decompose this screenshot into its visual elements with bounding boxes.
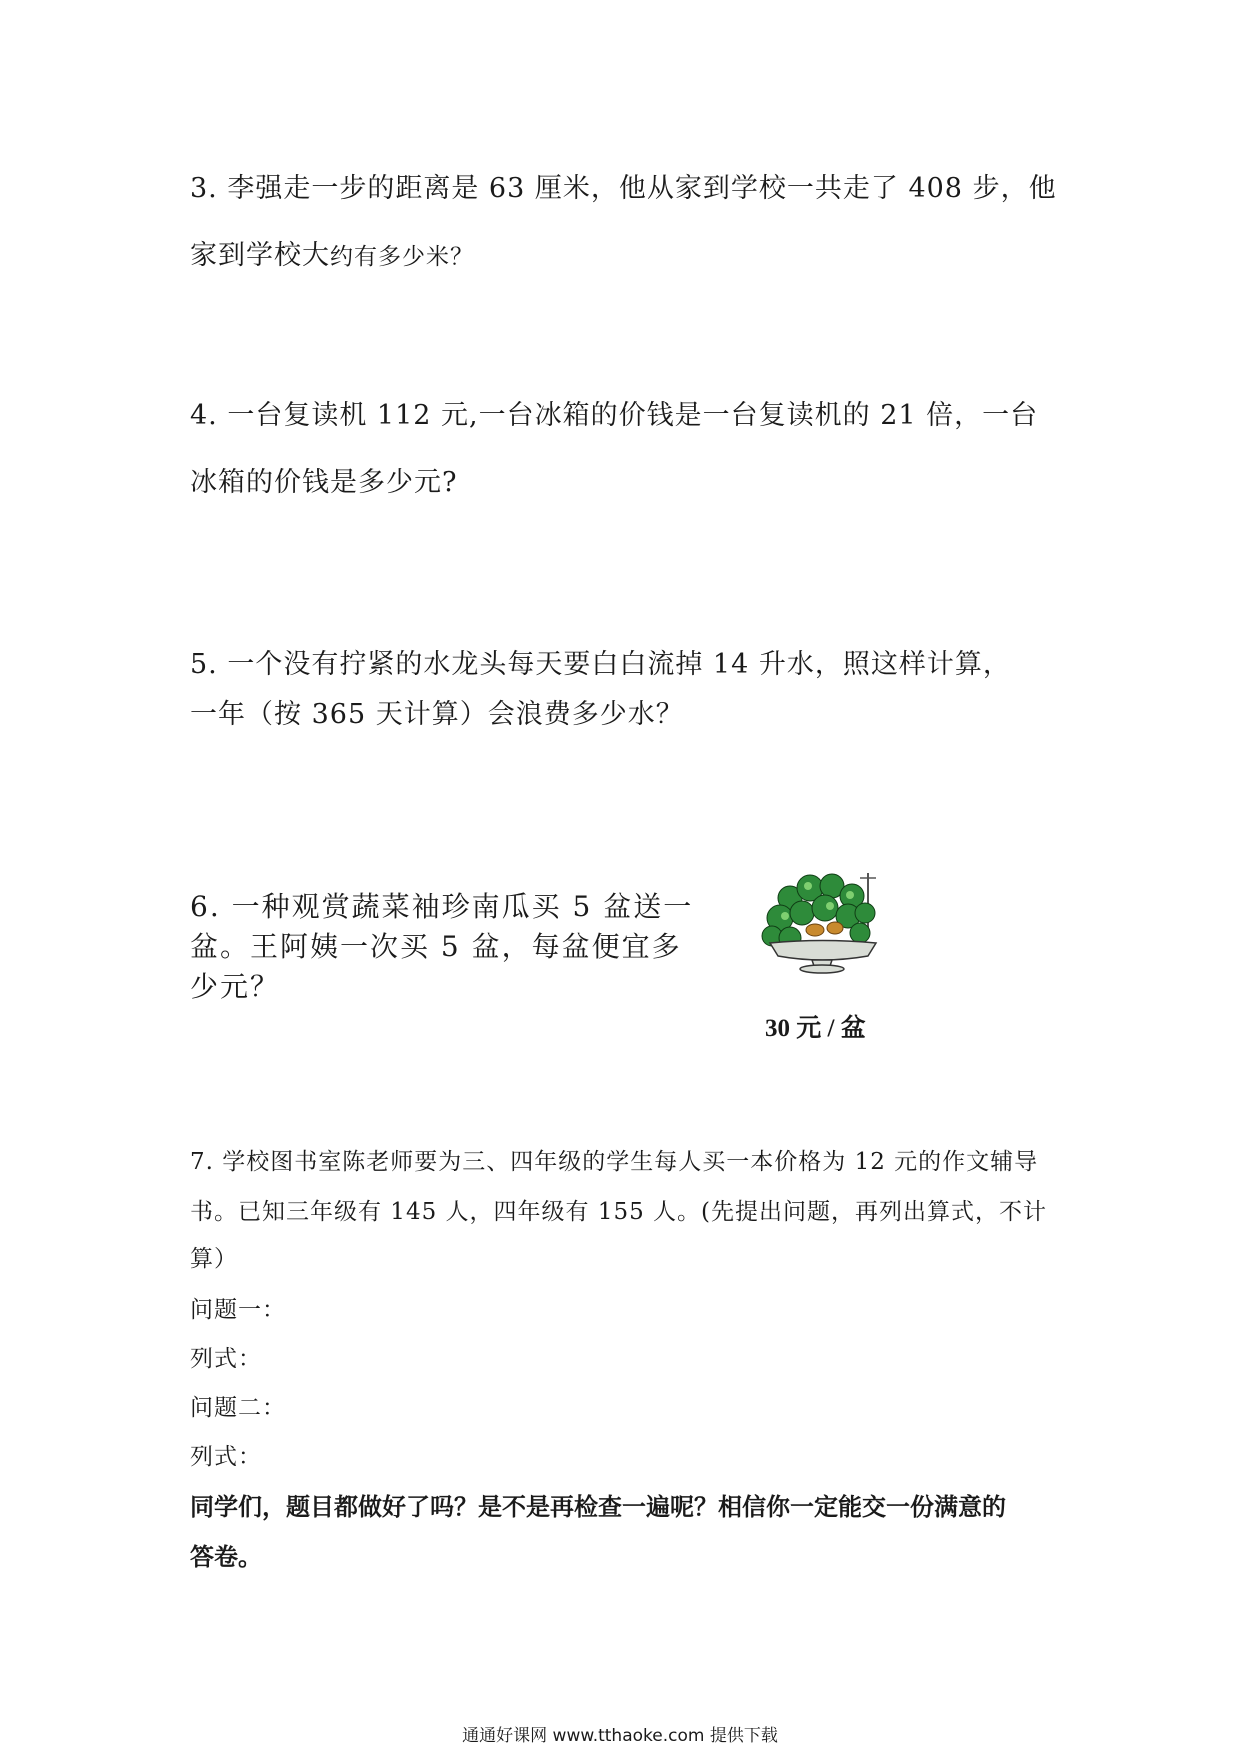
closing-line2: 答卷。 <box>190 1543 262 1571</box>
q6-text <box>190 887 694 1007</box>
price-label: 30 元 / 盆 <box>765 1015 866 1042</box>
q7-line1: 7. 学校图书室陈老师要为三、四年级的学生每人买一本价格为 12 元的作文辅导 <box>190 1149 1039 1175</box>
q3-line2-part2: 约有多少米？ <box>330 244 474 270</box>
q7-question2: 问题二： <box>190 1395 286 1421</box>
q5-line2: 一年（按 365 天计算）会浪费多少水？ <box>190 699 684 730</box>
q3-line2-part1: 家到学校大 <box>190 240 330 271</box>
q4-line2: 冰箱的价钱是多少元? <box>190 467 458 498</box>
q6-line2: 盆。王阿姨一次买 5 盆，每盆便宜多 <box>190 930 682 963</box>
q7-formula1: 列式： <box>190 1346 262 1372</box>
q6-line3: 少元？ <box>190 970 281 1003</box>
potted-plant-icon <box>760 868 885 978</box>
q3-line2 <box>190 233 474 272</box>
q7-line3: 算） <box>190 1246 238 1272</box>
q6-line1: 6. 一种观赏蔬菜袖珍南瓜买 5 盆送一 <box>190 890 694 923</box>
closing-line1: 同学们，题目都做好了吗？是不是再检查一遍呢？相信你一定能交一份满意的 <box>190 1493 1006 1521</box>
q7-question1: 问题一： <box>190 1297 286 1323</box>
q3-line1: 3. 李强走一步的距离是 63 厘米，他从家到学校一共走了 408 步，他 <box>190 173 1057 204</box>
q4-line1: 4. 一台复读机 112 元,一台冰箱的价钱是一台复读机的 21 倍，一台 <box>190 400 1039 431</box>
q7-line2: 书。已知三年级有 145 人，四年级有 155 人。(先提出问题，再列出算式，不计 <box>190 1199 1048 1225</box>
q5-line1: 5. 一个没有拧紧的水龙头每天要白白流掉 14 升水，照这样计算， <box>190 649 1011 680</box>
q7-formula2: 列式： <box>190 1444 262 1470</box>
footer-watermark: 通通好课网 www.tthaoke.com 提供下载 <box>462 1726 778 1746</box>
